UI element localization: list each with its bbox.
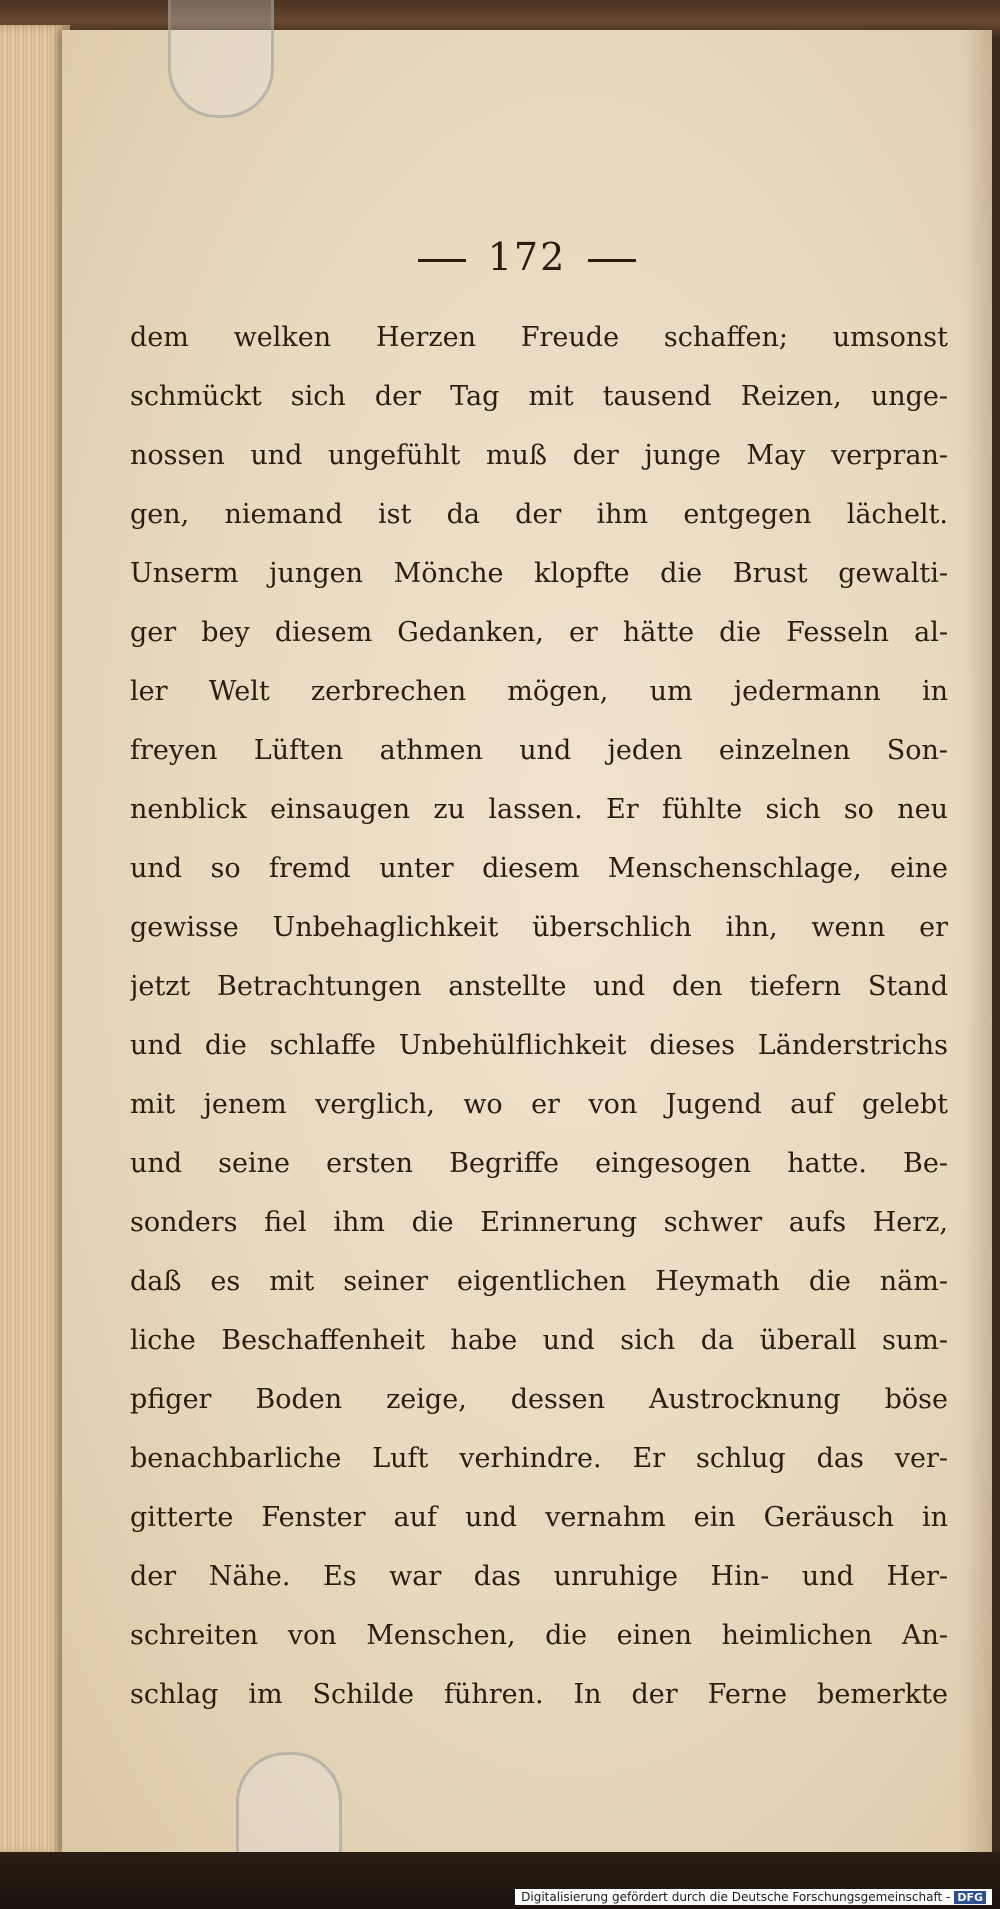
text-line: gitterte Fenster auf und vernahm ein Geräusch in — [130, 1502, 948, 1533]
text-line: nossen und ungefühlt muß der junge May verpran- — [130, 440, 948, 471]
header-dash-left — [418, 259, 466, 262]
text-line: dem welken Herzen Freude schaffen; umsonst — [130, 322, 948, 353]
credit-text: Digitalisierung gefördert durch die Deutsche Forschungsgemeinschaft - — [521, 1890, 951, 1904]
body-text — [130, 308, 948, 1724]
text-line: sonders fiel ihm die Erinnerung schwer aufs Herz, — [130, 1207, 948, 1238]
book-fore-edge — [0, 25, 70, 1855]
text-line: gewisse Unbehaglichkeit überschlich ihn, wenn er — [130, 912, 948, 943]
text-line: daß es mit seiner eigentlichen Heymath die näm- — [130, 1266, 948, 1297]
text-line: schreiten von Menschen, die einen heimlichen An- — [130, 1620, 948, 1651]
text-line: Unserm jungen Mönche klopfte die Brust gewalti- — [130, 558, 948, 589]
page-header — [62, 235, 992, 279]
text-line: gen, niemand ist da der ihm entgegen lächelt. — [130, 499, 948, 530]
text-line: schlag im Schilde führen. In der Ferne bemerkte — [130, 1679, 948, 1710]
page-clip-top — [168, 0, 274, 118]
text-line: freyen Lüften athmen und jeden einzelnen Son- — [130, 735, 948, 766]
page-number: 172 — [487, 235, 567, 279]
text-line: nenblick einsaugen zu lassen. Er fühlte sich so neu — [130, 794, 948, 825]
page-sheet — [62, 30, 992, 1852]
scanner-bottom-band — [0, 1852, 1000, 1909]
text-line: und seine ersten Begriffe eingesogen hatte. Be- — [130, 1148, 948, 1179]
text-line: der Nähe. Es war das unruhige Hin- und Her- — [130, 1561, 948, 1592]
digitization-credit — [515, 1889, 992, 1905]
text-line: ler Welt zerbrechen mögen, um jedermann in — [130, 676, 948, 707]
header-dash-right — [588, 259, 636, 262]
text-line: jetzt Betrachtungen anstellte und den tiefern Stand — [130, 971, 948, 1002]
text-line: mit jenem verglich, wo er von Jugend auf gelebt — [130, 1089, 948, 1120]
dfg-logo: DFG — [954, 1891, 986, 1904]
text-line: liche Beschaffenheit habe und sich da überall sum- — [130, 1325, 948, 1356]
text-line: und so fremd unter diesem Menschenschlage, eine — [130, 853, 948, 884]
text-line: ger bey diesem Gedanken, er hätte die Fesseln al- — [130, 617, 948, 648]
text-line: und die schlaffe Unbehülflichkeit dieses Länderstrichs — [130, 1030, 948, 1061]
text-line: pfiger Boden zeige, dessen Austrocknung böse — [130, 1384, 948, 1415]
text-line: schmückt sich der Tag mit tausend Reizen, unge- — [130, 381, 948, 412]
text-line: benachbarliche Luft verhindre. Er schlug das ver- — [130, 1443, 948, 1474]
page-gutter-shadow — [962, 30, 992, 1852]
